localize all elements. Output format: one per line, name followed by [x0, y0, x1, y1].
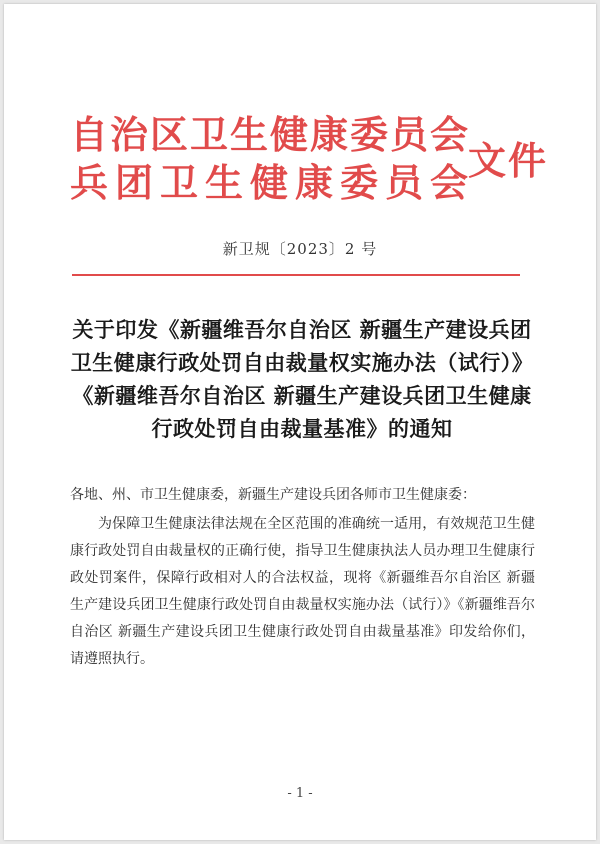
body-paragraph: 为保障卫生健康法律法规在全区范围的准确统一适用，有效规范卫生健康行政处罚自由裁量权的正确行使，指导卫生健康执法人员办理卫生健康行政处罚案件，保障行政相对人的合法权益，现将《新疆维吾尔自治区 新疆生产建设兵团卫生健康行政处罚自由裁量权实施办法（试行）》《新疆维吾尔自治区 新疆生产建设兵团卫生健康行政处罚自由裁量基准》印发给你们，请遵照执行。	[70, 516, 535, 667]
salutation: 各地、州、市卫生健康委，新疆生产建设兵团各师市卫生健康委：	[70, 487, 476, 503]
red-separator-line	[72, 274, 520, 276]
document-number: 新卫规〔2023〕2 号	[222, 240, 378, 258]
page-number: - 1 -	[287, 786, 313, 801]
document-title: 关于印发《新疆维吾尔自治区 新疆生产建设兵团卫生健康行政处罚自由裁量权实施办法（试行）》《新疆维吾尔自治区 新疆生产建设兵团卫生健康行政处罚自由裁量基准》的通知	[70, 318, 534, 441]
document-header	[70, 100, 550, 210]
issuing-org-line-1: 自治区卫生健康委员会	[70, 113, 471, 157]
document-label: 文件	[468, 139, 549, 183]
issuing-org-line-2: 兵团卫生健康委员会	[70, 161, 476, 205]
